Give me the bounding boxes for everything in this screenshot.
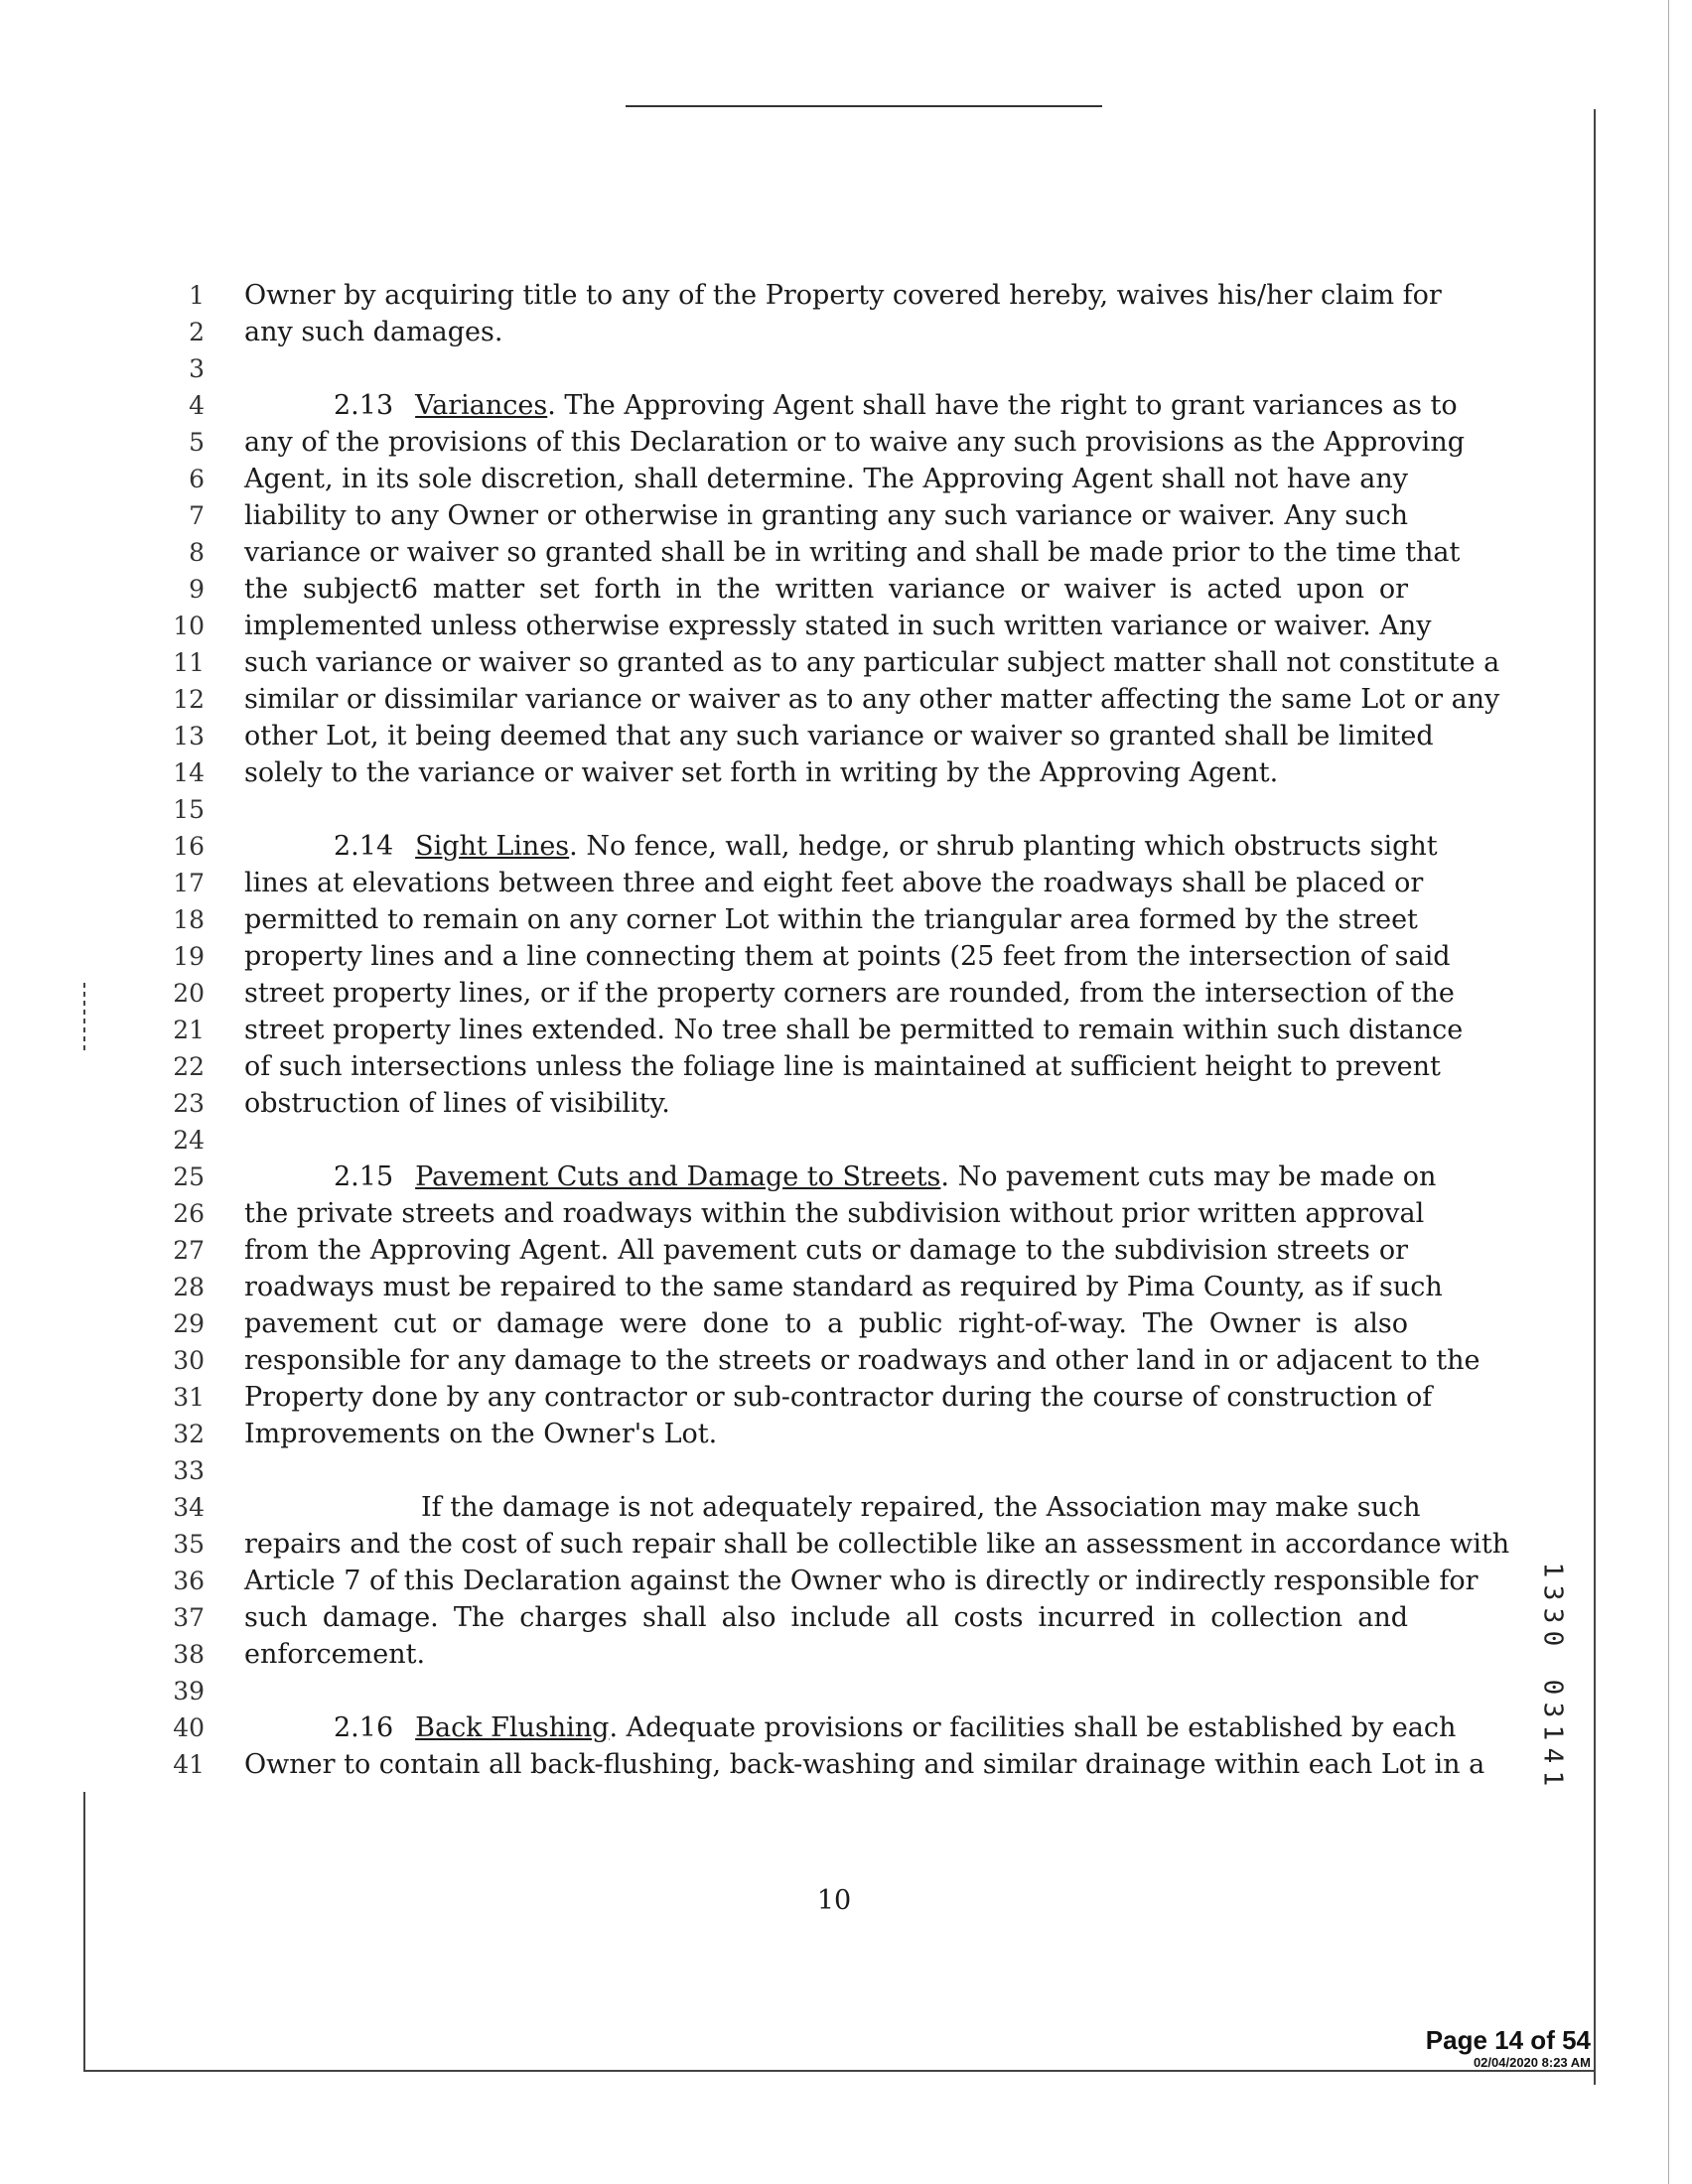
section-number: 2.13 [334,390,394,421]
page-number: 10 [816,1885,852,1916]
line-number: 33 [173,1456,205,1485]
text-line-29: pavement cut or damage were done to a public right-of-way. The Owner is also [244,1308,1408,1339]
line-number: 31 [173,1383,205,1412]
line-number: 21 [173,1016,205,1044]
line-number: 17 [173,869,205,897]
text-line-7: liability to any Owner or otherwise in granting any such variance or waiver. Any such [244,500,1408,531]
line-number: 16 [173,832,205,861]
line-number: 41 [173,1750,205,1779]
bottom-rule [83,2070,1595,2072]
text-line-28: roadways must be repaired to the same standard as required by Pima County, as if such [244,1272,1443,1302]
text-line-20: street property lines, or if the property corners are rounded, from the intersection of the [244,978,1455,1009]
line-number: 2 [189,318,205,346]
text-line-9: the subject6 matter set forth in the written variance or waiver is acted upon or [244,574,1408,605]
line-number: 34 [173,1493,205,1522]
text-line-11: such variance or waiver so granted as to any particular subject matter shall not constitute a [244,647,1500,678]
line-number: 28 [173,1273,205,1301]
line-number: 23 [173,1089,205,1118]
line-number: 3 [189,354,205,383]
line-number: 18 [173,905,205,934]
line-number: 26 [173,1199,205,1228]
recording-digit: 3 [1537,1702,1568,1718]
line-number: 7 [189,501,205,530]
recording-digit: 1 [1537,1562,1568,1578]
line-number: 36 [173,1567,205,1595]
text-line-26: the private streets and roadways within the subdivision without prior written approval [244,1198,1425,1229]
section-2-14-first-line [244,831,1438,862]
text-line-17: lines at elevations between three and eight feet above the roadways shall be placed or [244,868,1424,898]
text-line-6: Agent, in its sole discretion, shall determine. The Approving Agent shall not have any [244,464,1408,494]
recording-digit: 3 [1537,1584,1568,1601]
line-number: 32 [173,1420,205,1448]
line-number: 24 [173,1126,205,1155]
line-number: 1 [189,281,205,310]
recording-digit: 0 [1537,1679,1568,1696]
footer-timestamp: 02/04/2020 8:23 AM [1473,2055,1591,2070]
text-line-13: other Lot, it being deemed that any such variance or waiver so granted shall be limited [244,721,1434,751]
text-line-1: Owner by acquiring title to any of the Property covered hereby, waives his/her claim for [244,280,1442,311]
section-text: . No fence, wall, hedge, or shrub planting which obstructs sight [569,831,1438,862]
text-line-31: Property done by any contractor or sub-contractor during the course of construction of [244,1382,1433,1413]
line-number: 4 [189,391,205,420]
recording-number [1537,1559,1567,1790]
line-number: 38 [173,1640,205,1669]
recording-digit: 4 [1537,1747,1568,1764]
section-number: 2.16 [334,1712,394,1743]
recording-digit: 1 [1537,1724,1568,1741]
left-dash-mark [83,983,85,1052]
text-line-30: responsible for any damage to the streets or roadways and other land in or adjacent to the [244,1345,1480,1376]
text-line-41: Owner to contain all back-flushing, back-washing and similar drainage within each Lot in a [244,1749,1485,1780]
footer-page-label: Page 14 of 54 [1425,2025,1591,2055]
section-text: . Adequate provisions or facilities shall be established by each [609,1712,1457,1743]
line-number: 37 [173,1603,205,1632]
line-number: 29 [173,1309,205,1338]
section-heading: Pavement Cuts and Damage to Streets [415,1161,941,1192]
text-line-18: permitted to remain on any corner Lot within the triangular area formed by the street [244,904,1418,935]
section-heading: Back Flushing [415,1712,610,1743]
top-rule [626,105,1102,107]
section-number: 2.14 [334,831,394,862]
recording-digit: 0 [1537,1630,1568,1647]
line-number: 6 [189,465,205,493]
line-number: 5 [189,428,205,457]
section-2-16-first-line [244,1712,1457,1743]
text-line-27: from the Approving Agent. All pavement cuts or damage to the subdivision streets or [244,1235,1408,1266]
text-line-21: street property lines extended. No tree shall be permitted to remain within such distance [244,1015,1464,1045]
line-number: 11 [173,648,205,677]
recording-digit: 1 [1537,1770,1568,1787]
line-number: 20 [173,979,205,1008]
right-frame-rule [1594,109,1596,2085]
line-number: 15 [173,795,205,824]
section-heading: Sight Lines [415,831,570,862]
text-line-8: variance or waiver so granted shall be in writing and shall be made prior to the time that [244,537,1461,568]
right-edge-rule [1668,0,1669,2184]
section-2-15-first-line [244,1161,1437,1192]
section-heading: Variances [415,390,548,421]
line-number: 27 [173,1236,205,1265]
text-line-5: any of the provisions of this Declaration or to waive any such provisions as the Approving [244,427,1465,458]
line-number: 10 [173,612,205,640]
section-2-13-first-line [244,390,1458,421]
footer-stamp [1390,2025,1591,2071]
section-number: 2.15 [334,1161,394,1192]
section-text: . The Approving Agent shall have the right to grant variances as to [547,390,1458,421]
text-line-23: obstruction of lines of visibility. [244,1088,670,1119]
line-number: 12 [173,685,205,714]
line-number: 13 [173,722,205,751]
text-line-34: If the damage is not adequately repaired, the Association may make such [421,1492,1421,1523]
text-line-22: of such intersections unless the foliage line is maintained at sufficient height to prevent [244,1051,1441,1082]
text-line-32: Improvements on the Owner's Lot. [244,1419,718,1449]
text-line-19: property lines and a line connecting them at points (25 feet from the intersection of said [244,941,1451,972]
text-line-38: enforcement. [244,1639,426,1670]
line-number: 9 [189,575,205,604]
line-number: 25 [173,1162,205,1191]
text-line-12: similar or dissimilar variance or waiver as to any other matter affecting the same Lot or any [244,684,1500,715]
line-number: 14 [173,758,205,787]
line-number: 8 [189,538,205,567]
line-number: 30 [173,1346,205,1375]
recording-digit: 3 [1537,1607,1568,1624]
line-number: 40 [173,1713,205,1742]
section-text: . No pavement cuts may be made on [940,1161,1437,1192]
text-line-2: any such damages. [244,317,503,347]
left-frame-rule [83,1792,85,2070]
text-line-37: such damage. The charges shall also include all costs incurred in collection and [244,1602,1408,1633]
line-number: 39 [173,1677,205,1706]
line-number: 22 [173,1052,205,1081]
text-line-14: solely to the variance or waiver set forth in writing by the Approving Agent. [244,757,1279,788]
text-line-35: repairs and the cost of such repair shall be collectible like an assessment in accordance with [244,1529,1510,1560]
line-number: 35 [173,1530,205,1559]
text-line-10: implemented unless otherwise expressly stated in such written variance or waiver. Any [244,611,1432,641]
line-number: 19 [173,942,205,971]
text-line-36: Article 7 of this Declaration against the Owner who is directly or indirectly responsible for [244,1566,1479,1596]
